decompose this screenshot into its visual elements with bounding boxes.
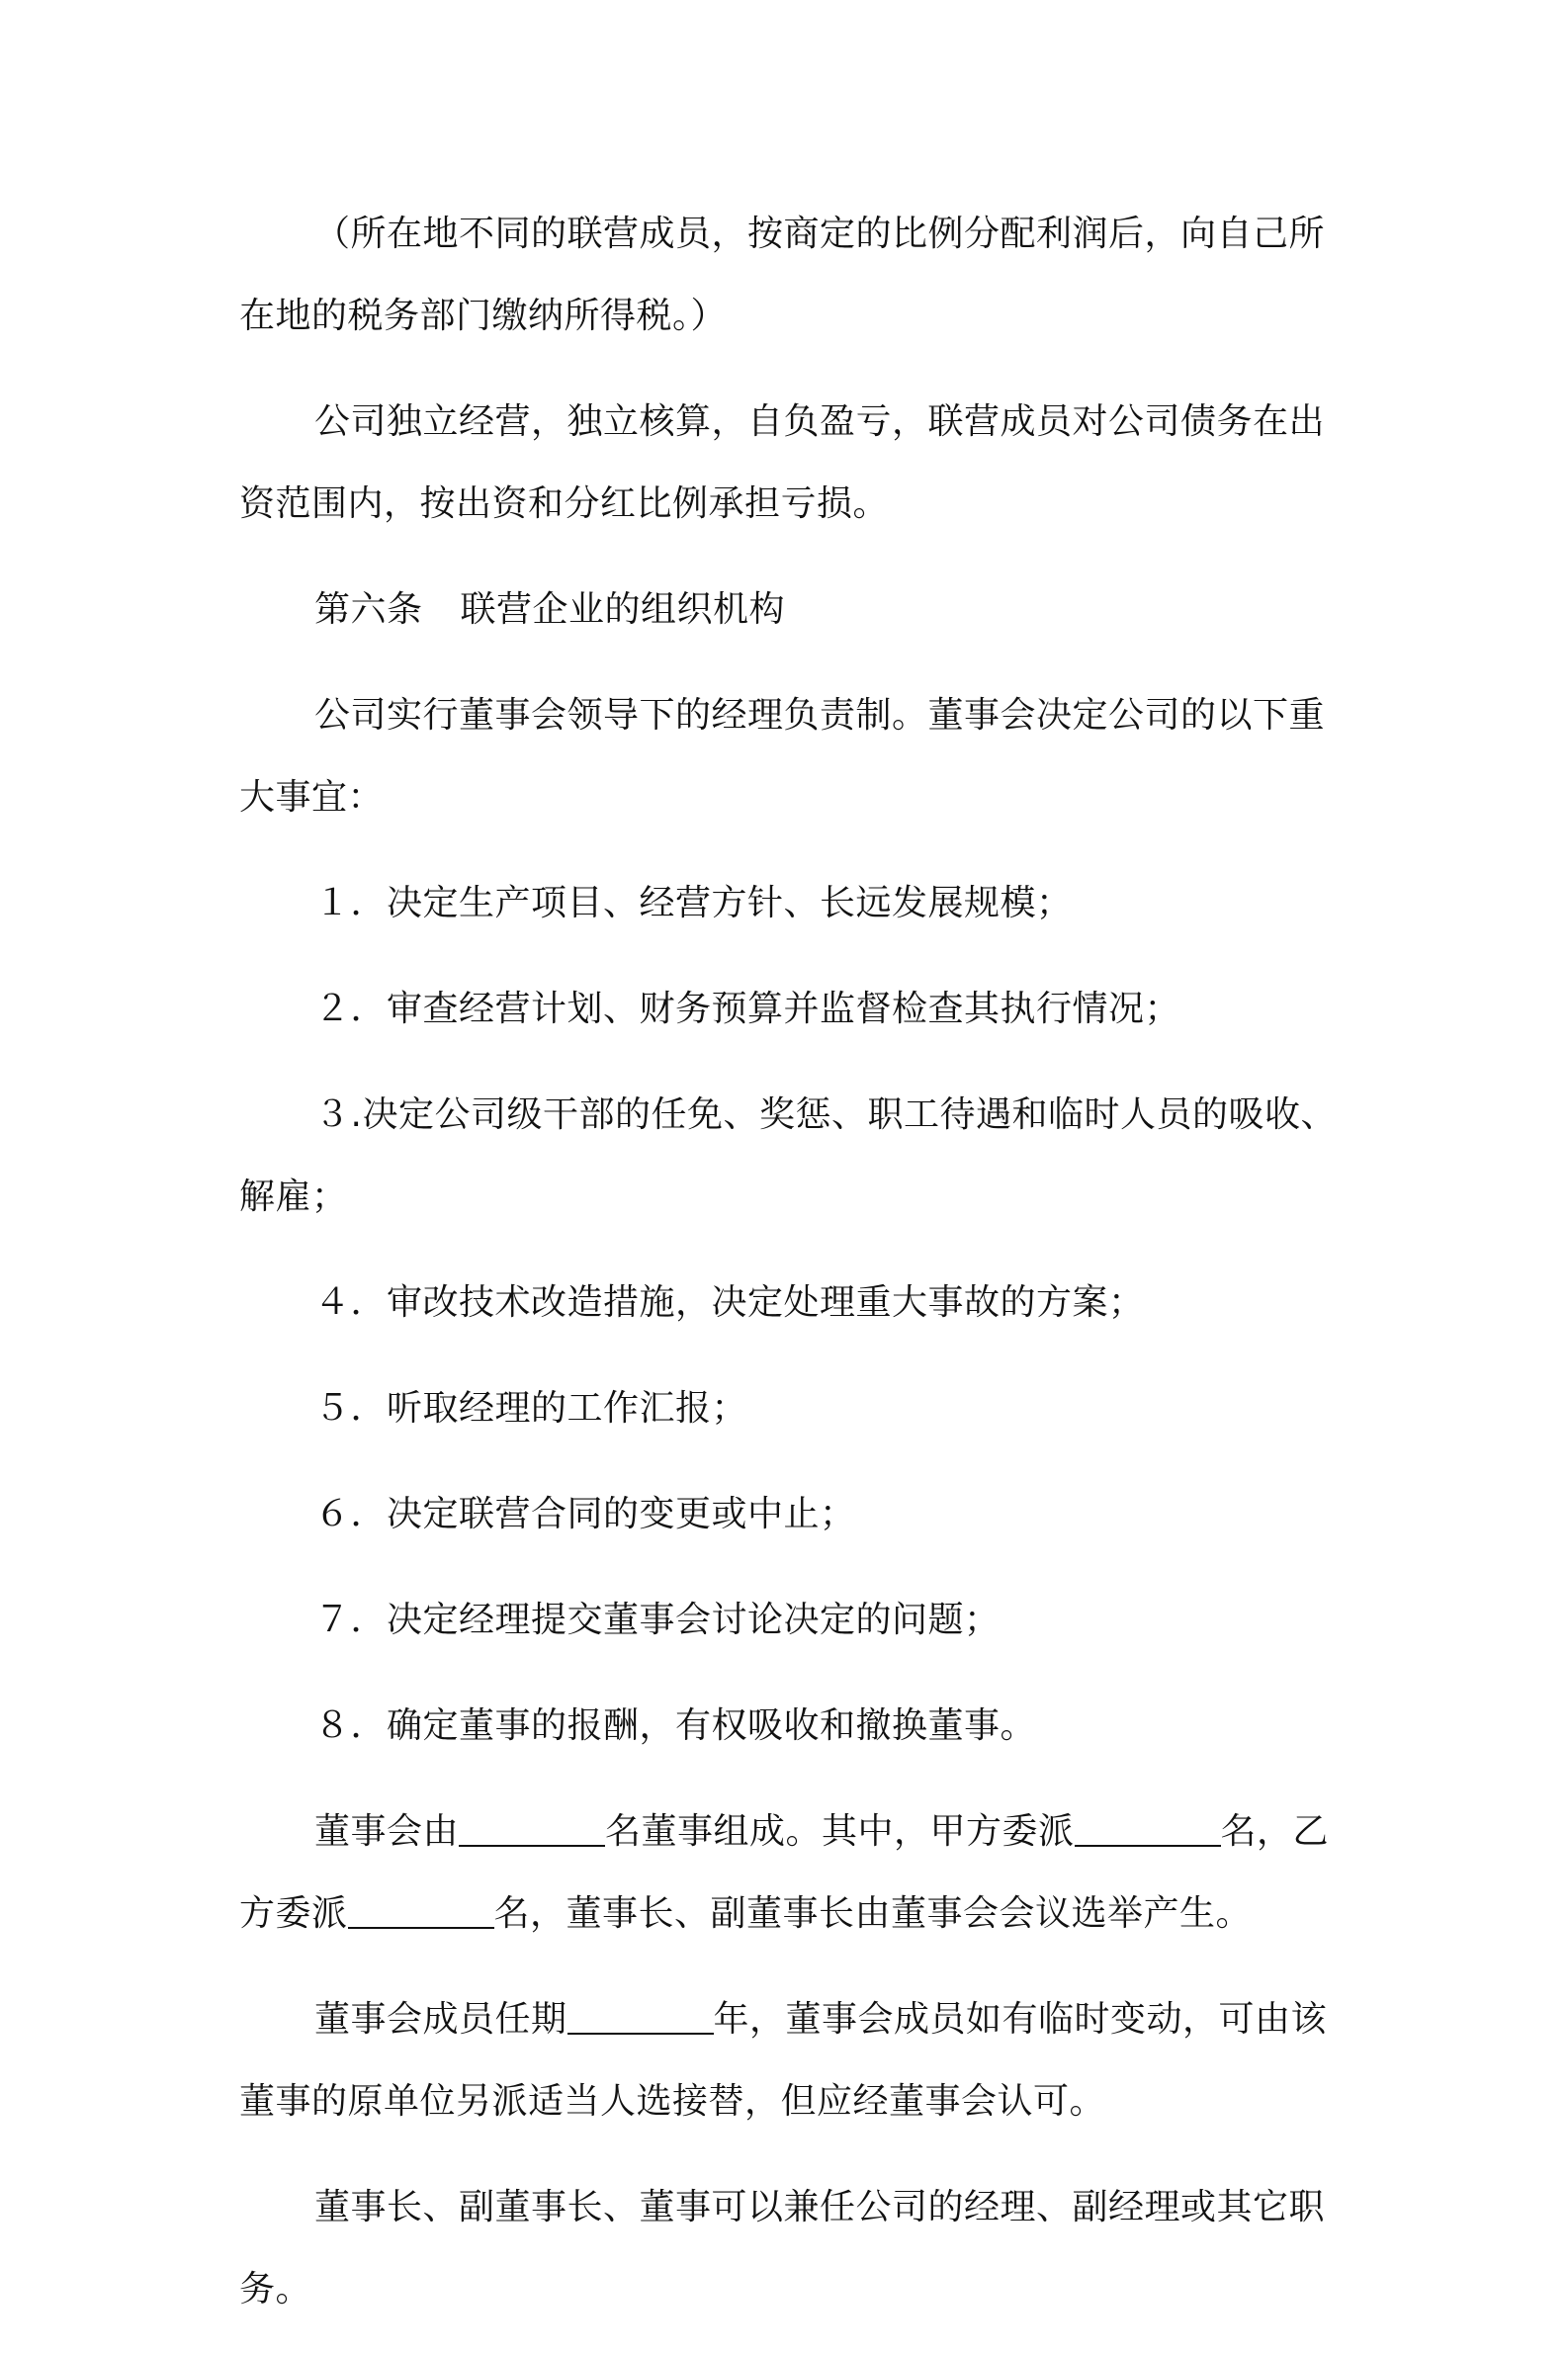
- paragraph-concurrent-posts: 董事长、副董事长、董事可以兼任公司的经理、副经理或其它职务。: [239, 2187, 1326, 2310]
- paragraph-tax-note: （所在地不同的联营成员，按商定的比例分配利润后，向自己所在地的税务部门缴纳所得税。）: [239, 214, 1326, 336]
- blank-director-count[interactable]: [459, 1809, 605, 1847]
- blank-party-a-count[interactable]: [1075, 1809, 1221, 1847]
- list-item: ６．决定联营合同的变更或中止；: [314, 1494, 856, 1534]
- board-text-c: 名，乙方委派: [239, 1811, 1330, 1934]
- article-heading: [239, 568, 1342, 651]
- list-item: １．决定生产项目、经营方针、长远发展规模；: [314, 883, 1073, 923]
- paragraph-board-composition: [239, 1790, 1342, 1955]
- list-item: ７．决定经理提交董事会讨论决定的问题；: [314, 1600, 1001, 1640]
- term-text-a: 董事会成员任期: [314, 1999, 567, 2040]
- list-item: ２．审查经营计划、财务预算并监督检查其执行情况；: [314, 989, 1181, 1029]
- article-number: 第六条: [314, 589, 423, 630]
- board-text-d: 名，董事长、副董事长由董事会会议选举产生。: [493, 1893, 1253, 1934]
- paragraph-independent-operation: 公司独立经营，独立核算，自负盈亏，联营成员对公司债务在出资范围内，按出资和分红比例承担亏损。: [239, 401, 1326, 524]
- paragraph-board-system: 公司实行董事会领导下的经理负责制。董事会决定公司的以下重大事宜：: [239, 695, 1326, 818]
- list-item: ３.决定公司级干部的任免、奖惩、职工待遇和临时人员的吸收、解雇；: [239, 1094, 1337, 1217]
- board-text-a: 董事会由: [314, 1811, 460, 1852]
- blank-term-years[interactable]: [567, 1997, 714, 2035]
- article-title: 联营企业的组织机构: [460, 589, 786, 630]
- list-item: ８．确定董事的报酬，有权吸收和撤换董事。: [314, 1705, 1037, 1746]
- document-body: [239, 193, 1342, 2354]
- paragraph-board-term: [239, 1978, 1342, 2142]
- list-item: ５．听取经理的工作汇报；: [314, 1388, 748, 1429]
- term-text-b: 年，董事会成员如有临时变动，可由该董事的原单位另派适当人选接替，但应经董事会认可。: [239, 1999, 1328, 2122]
- list-item: ４．审改技术改造措施，决定处理重大事故的方案；: [314, 1282, 1145, 1323]
- blank-party-b-count[interactable]: [348, 1891, 494, 1929]
- board-text-b: 名董事组成。其中，甲方委派: [605, 1811, 1075, 1852]
